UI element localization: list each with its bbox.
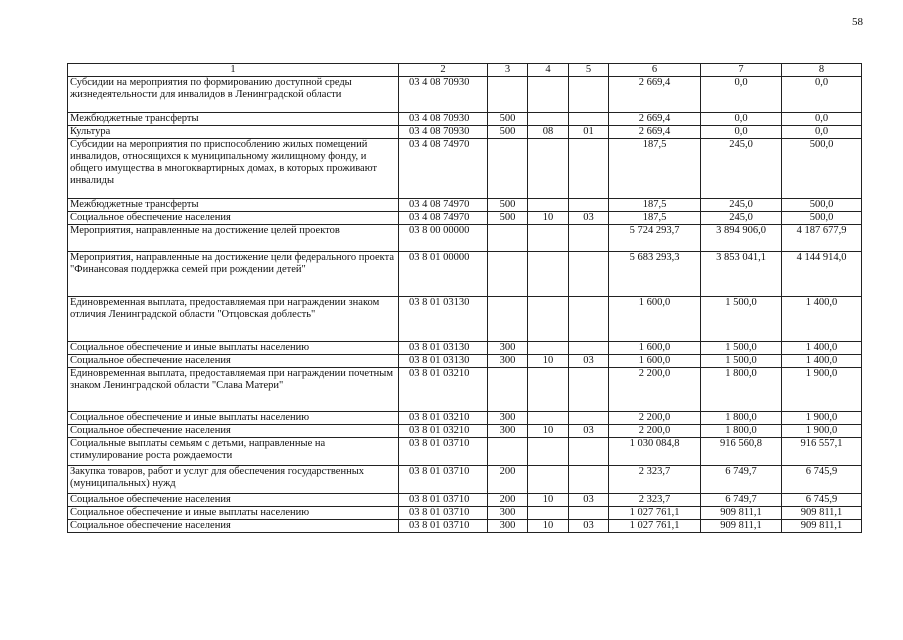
row-name-cell: Социальное обеспечение населения bbox=[68, 355, 399, 368]
row-vr-cell bbox=[488, 225, 528, 252]
row-value-cell: 500,0 bbox=[782, 212, 862, 225]
row-rz-cell: 10 bbox=[528, 494, 569, 507]
column-header: 8 bbox=[782, 64, 862, 77]
row-value-cell: 187,5 bbox=[609, 199, 701, 212]
row-value-cell: 1 500,0 bbox=[701, 355, 782, 368]
column-header: 2 bbox=[399, 64, 488, 77]
row-value-cell: 909 811,1 bbox=[782, 520, 862, 533]
row-value-cell: 2 669,4 bbox=[609, 77, 701, 113]
row-name-cell: Субсидии на мероприятия по формированию доступной среды жизнедеятельности для инвалидов в Ленинградской области bbox=[68, 77, 399, 113]
row-name-cell: Межбюджетные трансферты bbox=[68, 199, 399, 212]
row-code-cell: 03 8 01 03210 bbox=[399, 368, 488, 412]
row-name-cell: Закупка товаров, работ и услуг для обеспечения государственных (муниципальных) нужд bbox=[68, 466, 399, 494]
row-pr-cell bbox=[569, 199, 609, 212]
row-value-cell: 1 027 761,1 bbox=[609, 507, 701, 520]
row-value-cell: 4 144 914,0 bbox=[782, 252, 862, 297]
row-value-cell: 3 894 906,0 bbox=[701, 225, 782, 252]
row-value-cell: 187,5 bbox=[609, 212, 701, 225]
row-pr-cell bbox=[569, 438, 609, 466]
row-vr-cell: 300 bbox=[488, 425, 528, 438]
table-row bbox=[68, 113, 862, 126]
row-vr-cell bbox=[488, 438, 528, 466]
row-rz-cell bbox=[528, 438, 569, 466]
row-rz-cell bbox=[528, 466, 569, 494]
row-rz-cell: 10 bbox=[528, 425, 569, 438]
column-header: 1 bbox=[68, 64, 399, 77]
row-pr-cell: 01 bbox=[569, 126, 609, 139]
row-value-cell: 2 200,0 bbox=[609, 425, 701, 438]
row-rz-cell bbox=[528, 342, 569, 355]
row-pr-cell bbox=[569, 412, 609, 425]
table-row bbox=[68, 126, 862, 139]
row-vr-cell: 300 bbox=[488, 412, 528, 425]
row-value-cell: 6 745,9 bbox=[782, 466, 862, 494]
row-vr-cell: 300 bbox=[488, 342, 528, 355]
row-rz-cell bbox=[528, 507, 569, 520]
row-vr-cell: 300 bbox=[488, 520, 528, 533]
row-rz-cell bbox=[528, 113, 569, 126]
row-value-cell: 500,0 bbox=[782, 199, 862, 212]
table-row bbox=[68, 412, 862, 425]
row-rz-cell: 10 bbox=[528, 520, 569, 533]
row-code-cell: 03 8 01 03710 bbox=[399, 520, 488, 533]
table-row bbox=[68, 425, 862, 438]
row-code-cell: 03 8 01 03130 bbox=[399, 342, 488, 355]
row-code-cell: 03 4 08 74970 bbox=[399, 139, 488, 199]
row-pr-cell bbox=[569, 77, 609, 113]
row-vr-cell: 500 bbox=[488, 212, 528, 225]
row-value-cell: 1 500,0 bbox=[701, 342, 782, 355]
row-pr-cell bbox=[569, 507, 609, 520]
row-rz-cell bbox=[528, 368, 569, 412]
row-rz-cell bbox=[528, 77, 569, 113]
row-value-cell: 1 900,0 bbox=[782, 425, 862, 438]
table-row bbox=[68, 77, 862, 113]
row-vr-cell bbox=[488, 77, 528, 113]
table-row bbox=[68, 199, 862, 212]
row-name-cell: Мероприятия, направленные на достижение цели федерального проекта "Финансовая поддержка семей при рождении детей" bbox=[68, 252, 399, 297]
row-code-cell: 03 4 08 70930 bbox=[399, 126, 488, 139]
table-row bbox=[68, 297, 862, 342]
row-pr-cell: 03 bbox=[569, 355, 609, 368]
row-vr-cell bbox=[488, 368, 528, 412]
column-header: 6 bbox=[609, 64, 701, 77]
row-code-cell: 03 8 01 00000 bbox=[399, 252, 488, 297]
row-vr-cell: 300 bbox=[488, 507, 528, 520]
budget-table bbox=[67, 63, 862, 533]
row-value-cell: 0,0 bbox=[701, 77, 782, 113]
row-rz-cell: 08 bbox=[528, 126, 569, 139]
row-rz-cell bbox=[528, 225, 569, 252]
row-value-cell: 909 811,1 bbox=[782, 507, 862, 520]
table-row bbox=[68, 368, 862, 412]
row-value-cell: 245,0 bbox=[701, 139, 782, 199]
row-name-cell: Межбюджетные трансферты bbox=[68, 113, 399, 126]
table-row bbox=[68, 507, 862, 520]
row-value-cell: 245,0 bbox=[701, 212, 782, 225]
column-header: 7 bbox=[701, 64, 782, 77]
table-row bbox=[68, 212, 862, 225]
row-value-cell: 1 400,0 bbox=[782, 355, 862, 368]
row-value-cell: 500,0 bbox=[782, 139, 862, 199]
table-row bbox=[68, 225, 862, 252]
row-value-cell: 0,0 bbox=[701, 113, 782, 126]
table-row bbox=[68, 139, 862, 199]
table-row bbox=[68, 342, 862, 355]
row-value-cell: 1 900,0 bbox=[782, 412, 862, 425]
row-value-cell: 916 557,1 bbox=[782, 438, 862, 466]
row-value-cell: 1 500,0 bbox=[701, 297, 782, 342]
row-value-cell: 2 200,0 bbox=[609, 412, 701, 425]
row-value-cell: 3 853 041,1 bbox=[701, 252, 782, 297]
row-pr-cell: 03 bbox=[569, 494, 609, 507]
row-value-cell: 1 400,0 bbox=[782, 342, 862, 355]
row-value-cell: 1 900,0 bbox=[782, 368, 862, 412]
row-name-cell: Социальное обеспечение населения bbox=[68, 212, 399, 225]
row-pr-cell bbox=[569, 252, 609, 297]
row-name-cell: Социальное обеспечение населения bbox=[68, 494, 399, 507]
row-vr-cell: 300 bbox=[488, 355, 528, 368]
row-name-cell: Социальное обеспечение населения bbox=[68, 520, 399, 533]
row-name-cell: Социальные выплаты семьям с детьми, направленные на стимулирование роста рождаемости bbox=[68, 438, 399, 466]
column-header: 3 bbox=[488, 64, 528, 77]
table-row bbox=[68, 494, 862, 507]
row-name-cell: Субсидии на мероприятия по приспособлению жилых помещений инвалидов, относящихся к муниципальному жилищному фонду, и общего имущества в многоквартирных домах, в которых проживают инвалиды bbox=[68, 139, 399, 199]
row-code-cell: 03 4 08 74970 bbox=[399, 212, 488, 225]
column-header: 5 bbox=[569, 64, 609, 77]
row-value-cell: 916 560,8 bbox=[701, 438, 782, 466]
row-value-cell: 1 800,0 bbox=[701, 412, 782, 425]
row-code-cell: 03 8 01 03210 bbox=[399, 425, 488, 438]
row-name-cell: Единовременная выплата, предоставляемая при награждении знаком отличия Ленинградской области "Отцовская доблесть" bbox=[68, 297, 399, 342]
row-value-cell: 909 811,1 bbox=[701, 507, 782, 520]
row-pr-cell bbox=[569, 113, 609, 126]
row-vr-cell: 500 bbox=[488, 113, 528, 126]
row-name-cell: Социальное обеспечение населения bbox=[68, 425, 399, 438]
row-vr-cell: 200 bbox=[488, 466, 528, 494]
row-code-cell: 03 8 01 03210 bbox=[399, 412, 488, 425]
table-row bbox=[68, 252, 862, 297]
row-pr-cell: 03 bbox=[569, 212, 609, 225]
row-value-cell: 1 600,0 bbox=[609, 355, 701, 368]
table-header-row bbox=[68, 64, 862, 77]
row-code-cell: 03 8 01 03710 bbox=[399, 438, 488, 466]
row-name-cell: Социальное обеспечение и иные выплаты населению bbox=[68, 342, 399, 355]
row-value-cell: 1 030 084,8 bbox=[609, 438, 701, 466]
row-pr-cell bbox=[569, 225, 609, 252]
row-name-cell: Социальное обеспечение и иные выплаты населению bbox=[68, 412, 399, 425]
table-row bbox=[68, 520, 862, 533]
row-rz-cell bbox=[528, 297, 569, 342]
row-pr-cell: 03 bbox=[569, 520, 609, 533]
row-vr-cell bbox=[488, 297, 528, 342]
row-name-cell: Единовременная выплата, предоставляемая при награждении почетным знаком Ленинградской области "Слава Матери" bbox=[68, 368, 399, 412]
row-rz-cell: 10 bbox=[528, 355, 569, 368]
row-code-cell: 03 4 08 70930 bbox=[399, 113, 488, 126]
row-rz-cell: 10 bbox=[528, 212, 569, 225]
row-code-cell: 03 8 01 03130 bbox=[399, 355, 488, 368]
row-value-cell: 5 683 293,3 bbox=[609, 252, 701, 297]
row-pr-cell bbox=[569, 139, 609, 199]
row-pr-cell bbox=[569, 297, 609, 342]
row-vr-cell bbox=[488, 252, 528, 297]
row-code-cell: 03 4 08 74970 bbox=[399, 199, 488, 212]
row-value-cell: 6 745,9 bbox=[782, 494, 862, 507]
row-rz-cell bbox=[528, 199, 569, 212]
row-rz-cell bbox=[528, 139, 569, 199]
column-header: 4 bbox=[528, 64, 569, 77]
row-value-cell: 187,5 bbox=[609, 139, 701, 199]
row-value-cell: 1 027 761,1 bbox=[609, 520, 701, 533]
row-code-cell: 03 8 01 03130 bbox=[399, 297, 488, 342]
row-value-cell: 2 323,7 bbox=[609, 494, 701, 507]
row-value-cell: 5 724 293,7 bbox=[609, 225, 701, 252]
row-code-cell: 03 8 01 03710 bbox=[399, 466, 488, 494]
row-value-cell: 245,0 bbox=[701, 199, 782, 212]
row-name-cell: Социальное обеспечение и иные выплаты населению bbox=[68, 507, 399, 520]
row-name-cell: Мероприятия, направленные на достижение целей проектов bbox=[68, 225, 399, 252]
row-value-cell: 2 669,4 bbox=[609, 126, 701, 139]
table-row bbox=[68, 466, 862, 494]
row-value-cell: 0,0 bbox=[782, 113, 862, 126]
row-code-cell: 03 8 01 03710 bbox=[399, 507, 488, 520]
row-value-cell: 1 600,0 bbox=[609, 297, 701, 342]
row-value-cell: 4 187 677,9 bbox=[782, 225, 862, 252]
row-code-cell: 03 4 08 70930 bbox=[399, 77, 488, 113]
row-value-cell: 1 800,0 bbox=[701, 368, 782, 412]
row-rz-cell bbox=[528, 412, 569, 425]
row-value-cell: 2 200,0 bbox=[609, 368, 701, 412]
row-pr-cell bbox=[569, 342, 609, 355]
table-row bbox=[68, 438, 862, 466]
row-value-cell: 1 400,0 bbox=[782, 297, 862, 342]
row-code-cell: 03 8 01 03710 bbox=[399, 494, 488, 507]
row-vr-cell bbox=[488, 139, 528, 199]
row-value-cell: 1 600,0 bbox=[609, 342, 701, 355]
row-value-cell: 2 323,7 bbox=[609, 466, 701, 494]
row-value-cell: 6 749,7 bbox=[701, 466, 782, 494]
row-value-cell: 2 669,4 bbox=[609, 113, 701, 126]
row-code-cell: 03 8 00 00000 bbox=[399, 225, 488, 252]
row-pr-cell bbox=[569, 466, 609, 494]
row-value-cell: 1 800,0 bbox=[701, 425, 782, 438]
table-row bbox=[68, 355, 862, 368]
page-number: 58 bbox=[852, 16, 863, 28]
row-value-cell: 0,0 bbox=[782, 77, 862, 113]
row-vr-cell: 500 bbox=[488, 199, 528, 212]
row-vr-cell: 500 bbox=[488, 126, 528, 139]
row-value-cell: 0,0 bbox=[782, 126, 862, 139]
row-pr-cell bbox=[569, 368, 609, 412]
row-value-cell: 909 811,1 bbox=[701, 520, 782, 533]
row-value-cell: 0,0 bbox=[701, 126, 782, 139]
row-rz-cell bbox=[528, 252, 569, 297]
row-vr-cell: 200 bbox=[488, 494, 528, 507]
row-value-cell: 6 749,7 bbox=[701, 494, 782, 507]
row-name-cell: Культура bbox=[68, 126, 399, 139]
row-pr-cell: 03 bbox=[569, 425, 609, 438]
